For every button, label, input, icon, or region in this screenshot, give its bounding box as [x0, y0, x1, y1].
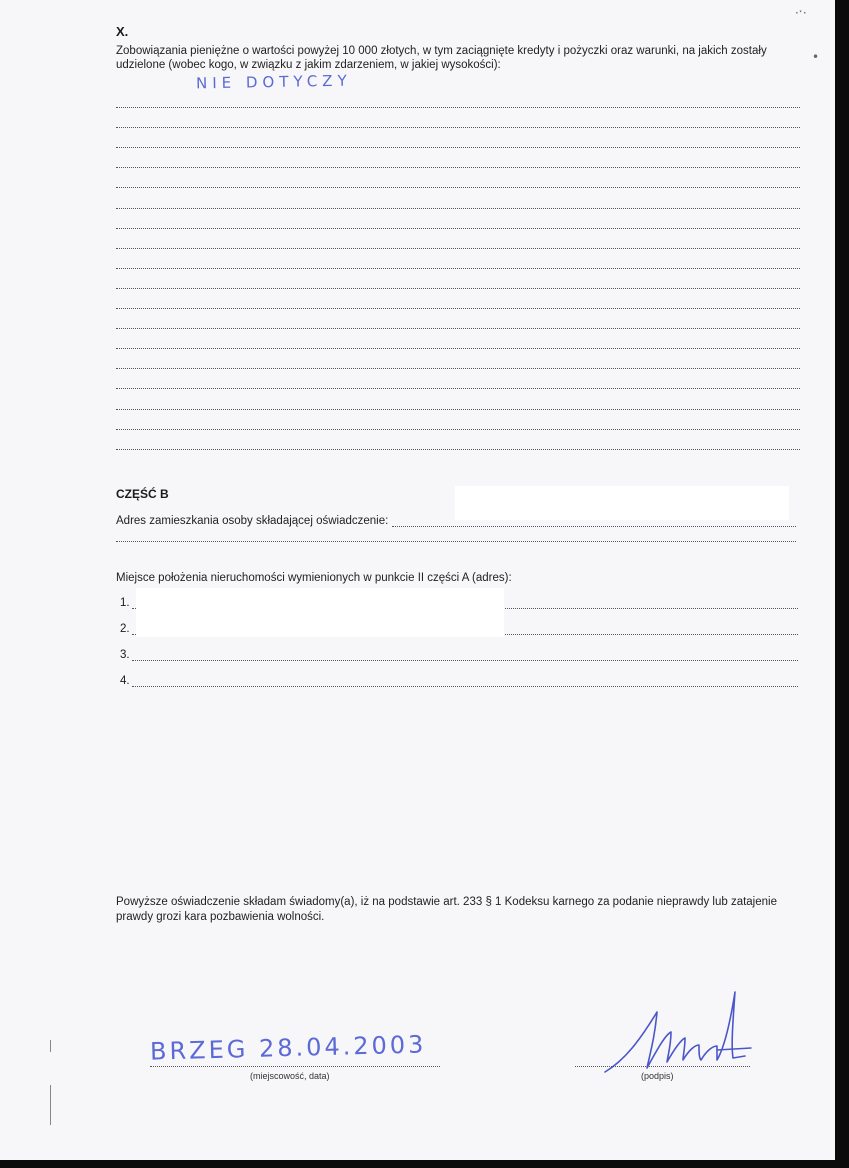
dotted-line [116, 309, 800, 329]
dotted-line [116, 209, 800, 229]
dotted-line [116, 128, 800, 148]
scan-border-bottom [0, 1160, 849, 1168]
item-number: 1. [120, 597, 130, 609]
dotted-line [116, 349, 800, 369]
item-number: 3. [120, 649, 130, 661]
dotted-line [116, 88, 800, 108]
dotted-line [132, 649, 798, 661]
item-number: 2. [120, 623, 130, 635]
margin-mark [50, 1040, 51, 1052]
dotted-line [116, 229, 800, 249]
scan-speck: ·ˑ· [795, 6, 807, 20]
scan-speck: • [812, 50, 820, 64]
dotted-line [116, 168, 800, 188]
section-x-dotted-lines [116, 88, 800, 450]
dotted-line [116, 541, 796, 542]
item-number: 4. [120, 675, 130, 687]
dotted-line [392, 515, 796, 527]
handwritten-place-date: BRZEG 28.04.2003 [149, 1030, 427, 1066]
dotted-line [116, 249, 800, 269]
dotted-line [116, 148, 800, 168]
dotted-line [116, 269, 800, 289]
section-x-text: Zobowiązania pieniężne o wartości powyżej 10 000 złotych, w tym zaciągnięte kredyty i pożyczki oraz warunki, na jakich zostały udzielone (wobec kogo, w związku z jakim zdarzeniem, w jakiej wysokości): [116, 45, 767, 71]
dotted-line [116, 369, 800, 389]
part-b-heading: CZĘŚĆ B [116, 487, 169, 501]
dotted-line [116, 389, 800, 409]
dotted-line [116, 108, 800, 128]
residence-label: Adres zamieszkania osoby składającej oświadczenie: [116, 515, 389, 527]
dotted-line [116, 329, 800, 349]
dotted-line [116, 188, 800, 208]
property-item [120, 649, 798, 661]
signature-line [575, 1066, 750, 1067]
property-item [120, 675, 798, 687]
place-date-line [150, 1066, 440, 1067]
residence-row [116, 515, 796, 527]
dotted-line [116, 289, 800, 309]
dotted-line [116, 430, 800, 450]
margin-mark [50, 1085, 51, 1125]
handwritten-signature [585, 990, 765, 1090]
place-date-caption: (miejscowość, data) [250, 1071, 330, 1081]
section-number: X. [116, 24, 129, 39]
redaction-box [136, 588, 504, 637]
dotted-line [132, 675, 798, 687]
handwritten-not-applicable: NIE DOTYCZY [195, 71, 352, 93]
property-label: Miejsce położenia nieruchomości wymienionych w punkcie II części A (adres): [116, 572, 512, 584]
signature-caption: (podpis) [641, 1071, 674, 1081]
dotted-line [116, 410, 800, 430]
scan-border-right [835, 0, 849, 1168]
declaration-text: Powyższe oświadczenie składam świadomy(a), iż na podstawie art. 233 § 1 Kodeksu karnego za podanie nieprawdy lub zatajenie prawdy grozi kara pozbawienia wolności. [116, 896, 777, 923]
property-heading-row [116, 572, 512, 584]
